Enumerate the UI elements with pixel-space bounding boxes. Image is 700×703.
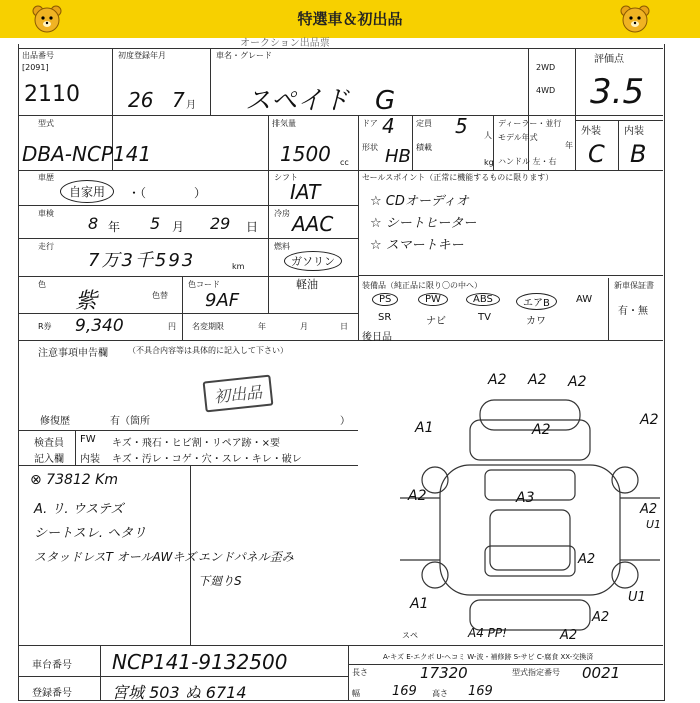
handwritten-note: ⊗ 73812 Km (30, 472, 118, 488)
damage-label: A3 (516, 490, 535, 506)
capacity-unit: 人 (484, 131, 492, 140)
interior-label: 内装 (624, 126, 644, 137)
mileage-unit: km (232, 262, 245, 271)
sales-point-item: ☆ スマートキー (370, 238, 464, 253)
load-unit: kg (484, 158, 494, 167)
repair-label: 修復歴 (40, 416, 70, 427)
fuel-label: 燃料 (274, 242, 290, 251)
damage-label: A2 (528, 372, 547, 388)
vehicle-class-label: 車歴 (38, 173, 54, 182)
color-code-label: 色コード (188, 280, 220, 289)
height-value: 169 (468, 684, 493, 699)
inspection-month-unit: 月 (172, 220, 185, 234)
transfer-label: 名変期限 (192, 322, 224, 331)
recycle-label: R券 (38, 322, 52, 331)
dealer-label: ディーラー・並行 (498, 119, 562, 128)
transfer-year-unit: 年 (258, 322, 266, 331)
damage-label: A2 (578, 552, 596, 567)
plate-label: 登録番号 (32, 688, 72, 699)
damage-label: A2 (408, 488, 427, 504)
equipment-ps: PS (372, 293, 398, 306)
inspector-interior: 内装 (80, 454, 100, 465)
type-label: 型式 (38, 119, 54, 128)
registration-month-unit: 月 (186, 100, 196, 111)
lot-number: 2110 (24, 82, 80, 107)
equipment-label: 装備品（純正品に限り〇の中へ） (362, 281, 482, 290)
inspection-year: 8 (88, 214, 99, 233)
equipment-leather: カワ (526, 316, 546, 327)
inspector-label: 検査員 (34, 438, 64, 449)
exterior-label: 外装 (581, 126, 601, 137)
type-value: DBA-NCP141 (22, 142, 152, 166)
interior-value: B (630, 140, 647, 168)
width-value: 169 (392, 684, 417, 699)
shift-label: シフト (274, 173, 298, 182)
recycle-value: 9,340 (75, 316, 124, 336)
length-label: 長さ (352, 668, 368, 677)
plate-value: 宮城 503 ぬ 6714 (112, 683, 247, 702)
shift-value: IAT (290, 180, 321, 204)
model-name-label: 車名・グレード (216, 51, 272, 60)
registration-month: 7 (172, 88, 185, 112)
repair-close: ） (340, 416, 350, 427)
damage-label: A2 (640, 502, 658, 517)
transfer-month-unit: 月 (300, 322, 308, 331)
color-value: 紫 (75, 289, 98, 314)
inspector-fw-items: キズ・飛石・ヒビ割・リペア跡・×要 (112, 438, 280, 449)
damage-label: A2 (532, 422, 551, 438)
score-label: 評価点 (594, 54, 624, 65)
equipment-aw: AW (576, 294, 593, 305)
exterior-value: C (588, 140, 605, 168)
lot-label: 出品番号 (22, 51, 54, 60)
damage-label: U1 (646, 518, 662, 531)
shape-value: HB (385, 146, 411, 167)
inspector-fw: FW (80, 434, 96, 445)
chassis-label: 車台番号 (32, 660, 72, 671)
damage-label: A1 (415, 420, 434, 436)
extra-value: 0021 (582, 664, 621, 682)
color-code-value: 9AF (205, 290, 240, 311)
inspection-day-unit: 日 (246, 220, 259, 234)
dealer-model-year: モデル年式 (498, 133, 538, 142)
sales-point-item: ☆ シートヒーター (370, 216, 477, 231)
drive-4wd: 4WD (536, 86, 556, 95)
aircon-value: AAC (292, 212, 334, 236)
warranty-value: 有・無 (618, 306, 648, 317)
vehicle-class-paren: ・（ ） (128, 186, 207, 200)
color-label: 色 (38, 280, 46, 289)
handwritten-note: 下廻りS (198, 574, 242, 588)
chassis-value: NCP141-9132500 (112, 650, 288, 674)
registration-label: 初度登録年月 (118, 51, 166, 60)
handwritten-note: シートスレ. ヘタリ (34, 526, 147, 541)
inspection-label: 車検 (38, 209, 54, 218)
damage-label: A2 (640, 412, 659, 428)
handwritten-note: スタッドレスT オールAWキズ (34, 550, 197, 564)
equipment-tv: TV (478, 312, 491, 323)
equipment-pw: PW (418, 293, 448, 306)
inspection-day: 29 (210, 214, 231, 233)
recycle-unit: 円 (168, 322, 176, 331)
aircon-label: 冷房 (274, 209, 290, 218)
color-change-label: 色替 (152, 291, 168, 300)
inspection-year-unit: 年 (108, 220, 121, 234)
mileage-value: 7万3千593 (88, 250, 196, 271)
extra-label: 型式指定番号 (512, 668, 560, 677)
equipment-sr: SR (378, 312, 392, 323)
sales-point-item: ☆ CDオーディオ (370, 194, 469, 209)
notes-sub: （不具合内容等は具体的に記入して下さい） (128, 346, 288, 355)
warranty-label: 新車保証書 (614, 281, 654, 290)
displacement-label: 排気量 (272, 119, 296, 128)
sales-points-label: セールスポイント（正常に機能するものに限ります） (362, 173, 554, 182)
handwritten-note: A. リ. ウステズ (34, 502, 124, 517)
seller-entry-label: 後日品 (362, 332, 392, 343)
shape-label: 形状 (362, 143, 378, 152)
banner-title: 特選車＆初出品 (297, 10, 403, 28)
damage-label: スペ (402, 631, 418, 640)
fuel-value: ガソリン (284, 251, 342, 271)
vehicle-class-value: 自家用 (60, 180, 114, 203)
registration-year: 26 (128, 88, 154, 112)
capacity-value: 5 (455, 114, 468, 138)
damage-label: A4 PP! (468, 626, 507, 640)
lot-code: [2091] (22, 63, 49, 72)
damage-label: A1 (410, 596, 429, 612)
repair-value: 有（箇所 (110, 416, 150, 427)
doors-value: 4 (382, 114, 395, 138)
displacement-unit: cc (340, 158, 349, 167)
drive-2wd: 2WD (536, 63, 556, 72)
dealer-handle: ハンドル 左・右 (498, 157, 557, 166)
equipment-airbag: エアB (516, 293, 557, 310)
damage-label: U1 (628, 590, 646, 605)
length-value: 17320 (420, 664, 468, 682)
damage-legend: A-キズ E-エクボ U-ヘコミ W-波・補修跡 S-サビ C-腐食 XX-交換済 (383, 653, 594, 661)
capacity-label: 定員 (416, 119, 432, 128)
damage-label: A2 (592, 610, 610, 625)
transfer-day-unit: 日 (340, 322, 348, 331)
fuel-alt: 軽油 (296, 278, 318, 291)
width-label: 幅 (352, 689, 360, 698)
inspector-interior-items: キズ・汚レ・コゲ・穴・スレ・キレ・破レ (112, 454, 302, 465)
damage-label: A2 (560, 628, 578, 643)
handwritten-note: エンドパネル歪み (198, 550, 294, 564)
load-label: 積載 (416, 143, 432, 152)
equipment-abs: ABS (466, 293, 500, 306)
inspection-month: 5 (150, 214, 161, 233)
displacement-value: 1500 (280, 142, 331, 166)
first-listing-stamp: 初出品 (203, 375, 274, 413)
equipment-navi: ナビ (426, 316, 446, 327)
dealer-year-unit: 年 (565, 141, 573, 150)
mileage-label: 走行 (38, 242, 54, 251)
sheet-title: オークション出品票 (240, 38, 330, 49)
doors-label: ドア (362, 119, 378, 128)
notes-label: 注意事項申告欄 (38, 348, 108, 359)
score-value: 3.5 (590, 72, 645, 112)
inspector-entry-label: 記入欄 (34, 454, 64, 465)
damage-label: A2 (568, 374, 587, 390)
height-label: 高さ (432, 689, 448, 698)
model-name-value: スペイド G (245, 86, 396, 116)
damage-label: A2 (488, 372, 507, 388)
